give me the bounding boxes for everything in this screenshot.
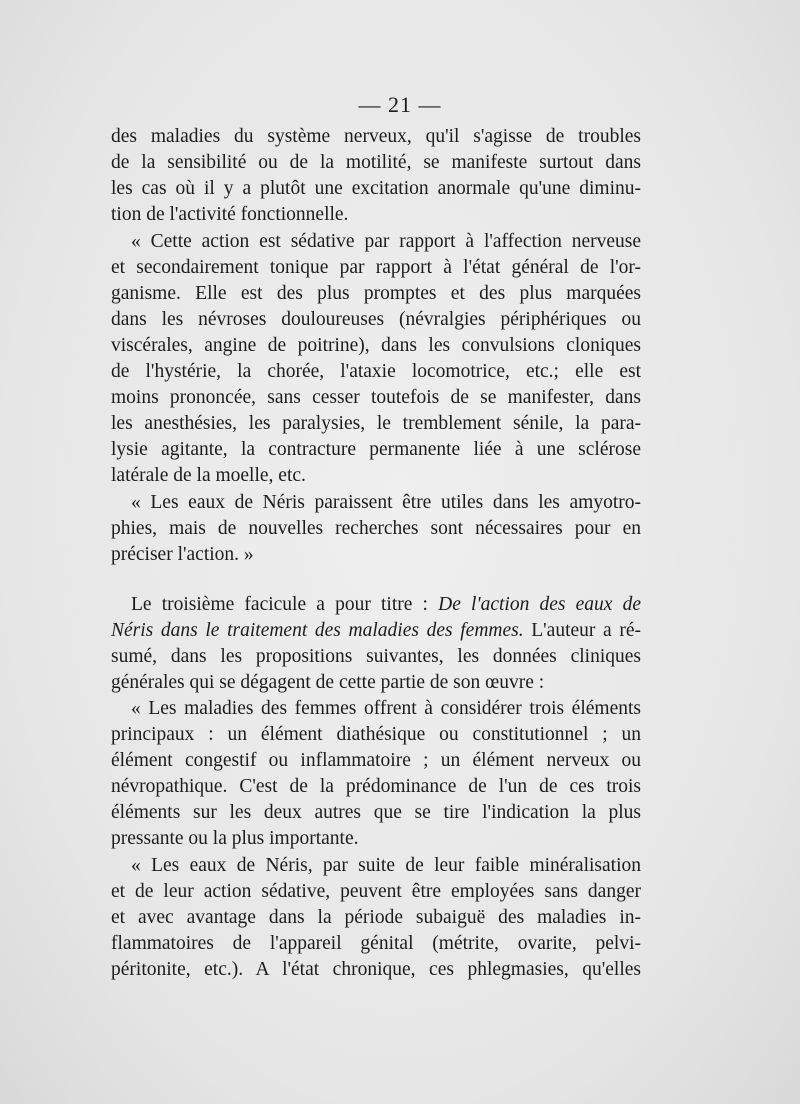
text-line: dans les névroses douloureuses (névralgies périphériques ou	[111, 309, 641, 330]
text-line: ganisme. Elle est des plus promptes et des plus marquées	[111, 283, 641, 304]
text-line: viscérales, angine de poitrine), dans les convulsions cloniques	[111, 335, 641, 356]
text-line: éléments sur les deux autres que se tire l'indication la plus	[111, 802, 641, 823]
text-line: névropathique. C'est de la prédominance de l'un de ces trois	[111, 776, 641, 797]
text-line: et de leur action sédative, peuvent être employées sans danger	[111, 881, 641, 902]
text-line: phies, mais de nouvelles recherches sont nécessaires pour en	[111, 518, 641, 539]
text-line: flammatoires de l'appareil génital (métrite, ovarite, pelvi-	[111, 933, 641, 954]
text-line: moins prononcée, sans cesser toutefois de se manifester, dans	[111, 387, 641, 408]
text-line: lysie agitante, la contracture permanente liée à une sclérose	[111, 439, 641, 460]
text-line: latérale de la moelle, etc.	[111, 465, 306, 486]
text-line: et secondairement tonique par rapport à l'état général de l'or-	[111, 257, 641, 278]
text-line: les cas où il y a plutôt une excitation anormale qu'une diminu-	[111, 178, 641, 199]
text-line: Le troisième facicule a pour titre : De l'action des eaux de	[131, 594, 641, 615]
text-line: « Les maladies des femmes offrent à considérer trois éléments	[131, 698, 641, 719]
text-line: péritonite, etc.). A l'état chronique, ces phlegmasies, qu'elles	[111, 959, 641, 980]
page-number: — 21 —	[358, 92, 442, 117]
text-line: pressante ou la plus importante.	[111, 828, 359, 849]
text-line: principaux : un élément diathésique ou constitutionnel ; un	[111, 724, 641, 745]
text-line: de la sensibilité ou de la motilité, se manifeste surtout dans	[111, 152, 641, 173]
text-line: de l'hystérie, la chorée, l'ataxie locomotrice, etc.; elle est	[111, 361, 641, 382]
book-title-part: Néris dans le traitement des maladies des femmes.	[111, 620, 524, 641]
text-line: les anesthésies, les paralysies, le tremblement sénile, la para-	[111, 413, 641, 434]
text-line: « Les eaux de Néris paraissent être utiles dans les amyotro-	[131, 492, 641, 513]
text-line: « Les eaux de Néris, par suite de leur faible minéralisation	[131, 855, 641, 876]
text-line: tion de l'activité fonctionnelle.	[111, 204, 349, 225]
text-line: Néris dans le traitement des maladies des femmes. L'auteur a ré-	[111, 620, 641, 641]
text-line: « Cette action est sédative par rapport à l'affection nerveuse	[131, 231, 641, 252]
text-line: sumé, dans les propositions suivantes, les données cliniques	[111, 646, 641, 667]
text-line: élément congestif ou inflammatoire ; un élément nerveux ou	[111, 750, 641, 771]
text-line: des maladies du système nerveux, qu'il s'agisse de troubles	[111, 126, 641, 147]
text-line: préciser l'action. »	[111, 544, 254, 565]
text-line: et avec avantage dans la période subaiguë des maladies in-	[111, 907, 641, 928]
text-line: générales qui se dégagent de cette partie de son œuvre :	[111, 672, 545, 693]
book-title-part: De l'action des eaux de	[438, 594, 641, 615]
